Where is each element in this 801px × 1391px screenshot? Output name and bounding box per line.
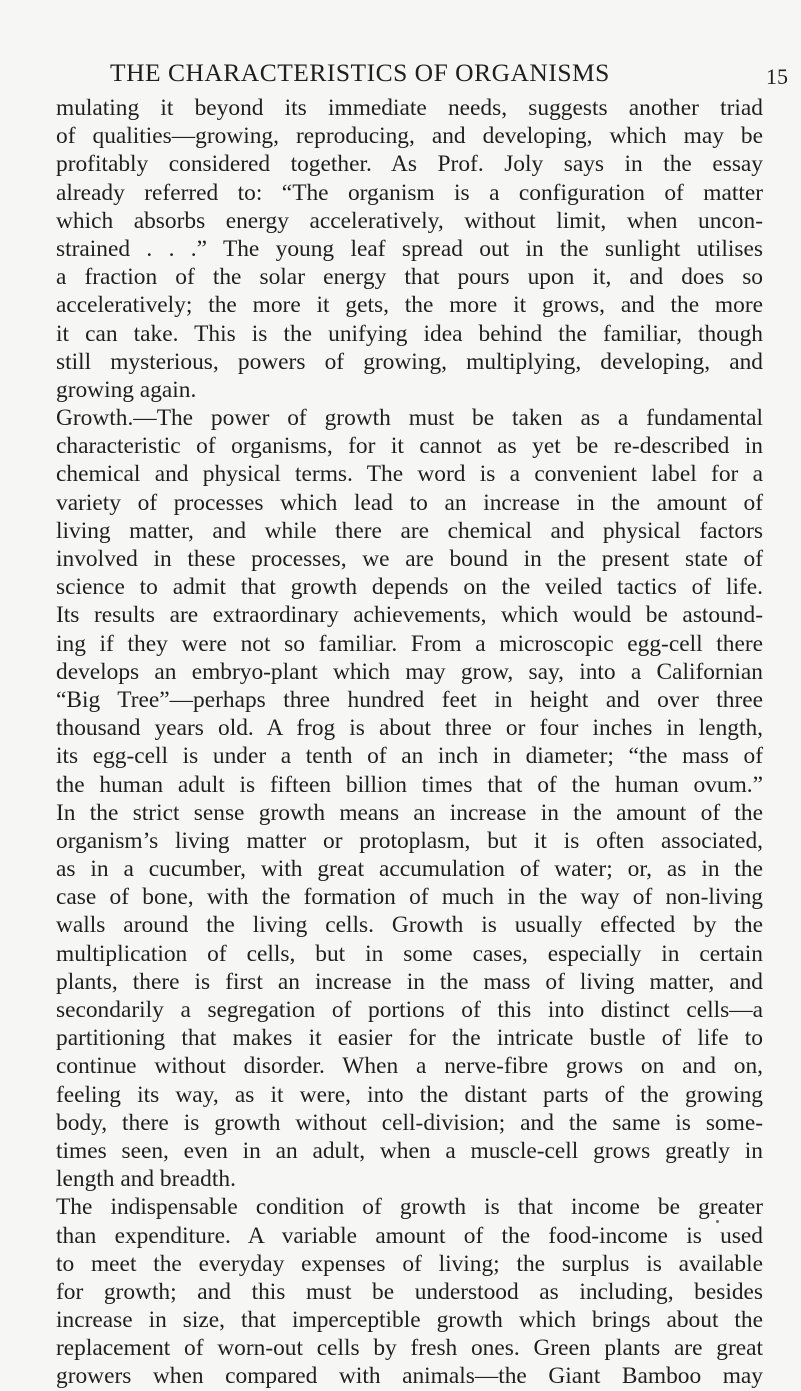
text-line: to meet the everyday expenses of living; the surplus is available [56,1250,763,1277]
text-line: mulating it beyond its immediate needs, suggests another triad [56,95,763,121]
text-line: as in a cucumber, with great accumulation of water; or, as in the [56,856,763,883]
text-line: thousand years old. A frog is about three or four inches in length, [56,715,763,742]
text-line: strained . . .” The young leaf spread out in the sunlight utilises [56,235,763,262]
text-line: replacement of worn-out cells by fresh ones. Green plants are great [56,1335,763,1362]
text-line: feeling its way, as it were, into the distant parts of the growing [56,1081,763,1108]
text-line: science to admit that growth depends on the veiled tactics of life. [56,574,763,601]
text-line: which absorbs energy acceleratively, without limit, when uncon- [56,207,763,234]
text-line: variety of processes which lead to an increase in the amount of [56,489,763,516]
text-line: case of bone, with the formation of much in the way of non-living [56,884,763,911]
text-line: secondarily a segregation of portions of this into distinct cells—a [56,997,763,1023]
text-line: for growth; and this must be understood as including, besides [56,1278,763,1305]
text-line: walls around the living cells. Growth is usually effected by the [56,912,763,939]
text-line: a fraction of the solar energy that pours upon it, and does so [56,264,763,291]
text-line: ing if they were not so familiar. From a microscopic egg-cell there [56,630,763,657]
body-text [56,94,763,1391]
page-number: 15 [766,64,788,89]
text-line: length and breadth. [56,1166,236,1193]
text-line: characteristic of organisms, for it cannot as yet be re-described in [56,433,763,460]
text-line: it can take. This is the unifying idea behind the familiar, though [56,320,763,347]
text-line: The indispensable condition of growth is that income be greater [56,1194,763,1221]
section-heading-line: Growth.—The power of growth must be taken as a fundamental [56,405,763,432]
text-line: In the strict sense growth means an increase in the amount of the [56,799,763,826]
text-line: growers when compared with animals—the Giant Bamboo may [56,1363,763,1390]
text-line: partitioning that makes it easier for the intricate bustle of life to [56,1025,763,1052]
text-line: already referred to: “The organism is a configuration of matter [56,179,763,206]
text-line: multiplication of cells, but in some cases, especially in certain [56,940,763,967]
text-line: living matter, and while there are chemical and physical factors [56,517,763,544]
text-line: times seen, even in an adult, when a muscle-cell grows greatly in [56,1137,763,1164]
text-line: “Big Tree”—perhaps three hundred feet in height and over three [56,686,763,713]
text-line: of qualities—growing, reproducing, and developing, which may be [56,123,763,150]
text-line: its egg-cell is under a tenth of an inch in diameter; “the mass of [56,743,763,770]
text-line: the human adult is fifteen billion times that of the human ovum.” [56,771,763,798]
text-line: chemical and physical terms. The word is a convenient label for a [56,461,763,488]
text-line: organism’s living matter or protoplasm, but it is often associated, [56,827,763,854]
text-line: plants, there is first an increase in the mass of living matter, and [56,968,763,995]
text-line: develops an embryo-plant which may grow, say, into a Californian [56,658,763,685]
running-title: THE CHARACTERISTICS OF ORGANISMS [110,58,610,87]
text-line: growing again. [56,376,197,403]
print-speck [716,1220,719,1223]
text-line: still mysterious, powers of growing, multiplying, developing, and [56,348,763,375]
text-line: increase in size, that imperceptible growth which brings about the [56,1307,763,1334]
text-line: body, there is growth without cell-division; and the same is some- [56,1109,763,1136]
text-line: profitably considered together. As Prof. Joly says in the essay [56,151,763,178]
text-line: Its results are extraordinary achievements, which would be astound- [56,602,763,629]
text-line: acceleratively; the more it gets, the more it grows, and the more [56,292,763,319]
text-line: involved in these processes, we are bound in the present state of [56,546,763,572]
text-line: than expenditure. A variable amount of the food-income is used [56,1222,763,1249]
text-line: continue without disorder. When a nerve-fibre grows on and on, [56,1053,763,1080]
